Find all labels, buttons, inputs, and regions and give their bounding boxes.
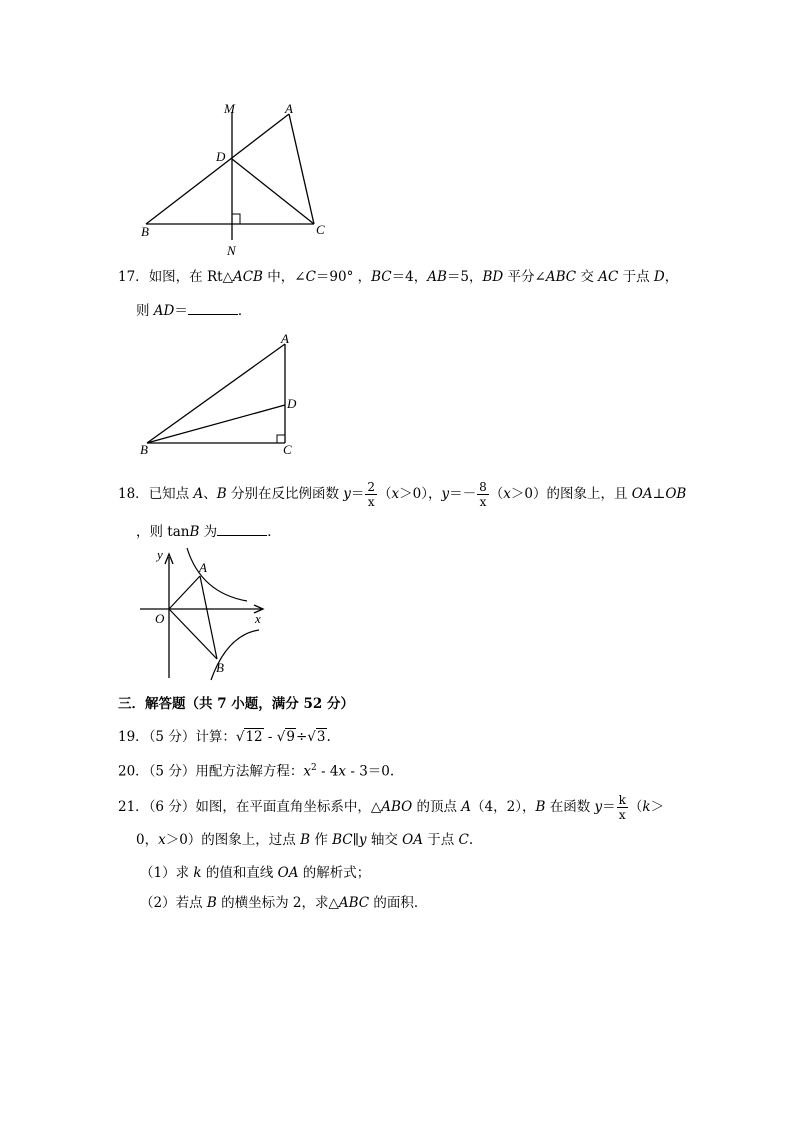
radicand: 3 bbox=[316, 729, 326, 745]
label-b: B bbox=[216, 660, 224, 675]
fraction-8-over-x: $\frac{8}{x}$ bbox=[479, 480, 487, 509]
label-c: C bbox=[316, 222, 325, 237]
label-y: y bbox=[157, 547, 163, 562]
question-18-line-1: 18．已知点 A、B 分别在反比例函数 y＝ $\frac{2}{x}$ （x＞0），y＝－ $\frac{8}{x}$ （x＞0）的图象上，且 OA⊥OB bbox=[118, 480, 687, 509]
question-21-subquestion-2: （2）若点 B 的横坐标为 2，求△ABC 的面积． bbox=[140, 895, 428, 911]
segment-ab bbox=[146, 114, 289, 224]
question-number: 20． bbox=[118, 763, 149, 780]
question-17-line-2: 则 AD＝ ． bbox=[136, 300, 251, 321]
figure-perpendicular-bisector bbox=[130, 100, 335, 260]
radicand: 12 bbox=[245, 729, 263, 745]
label-x: x bbox=[255, 611, 261, 626]
fraction-k-over-x: $\frac{k}{x}$ bbox=[618, 793, 626, 822]
question-21-line-1: 21．（6 分）如图，在平面直角坐标系中，△ABO 的顶点 A（4，2），B 在函数 y＝ $\frac{k}{x}$ （k＞ bbox=[118, 793, 665, 822]
section-heading: 三．解答题（共 7 小题，满分 52 分） bbox=[118, 696, 354, 712]
question-17-line-1: 17．如图，在 Rt△ACB 中，∠C＝90° ，BC＝4，AB＝5，BD 平分∠ABC 交 AC 于点 D， bbox=[118, 269, 679, 285]
label-n: N bbox=[227, 243, 236, 258]
label-a: A bbox=[285, 101, 293, 116]
curve-y-2-over-x bbox=[187, 548, 247, 601]
label-c: C bbox=[283, 442, 292, 457]
label-b: B bbox=[140, 442, 148, 457]
question-20: 20．（5 分）用配方法解方程：$x^2 - 4x - 3=0$. bbox=[118, 763, 395, 780]
label-d: D bbox=[216, 149, 226, 164]
question-21-subquestion-1: （1）求 k 的值和直线 OA 的解析式； bbox=[140, 865, 371, 881]
question-18-line-2: ，则 tanB 为 ． bbox=[136, 521, 281, 542]
segment-oa bbox=[169, 576, 200, 609]
question-21-line-2: 0，x＞0）的图象上，过点 B 作 BC∥y 轴交 OA 于点 C. bbox=[136, 832, 474, 848]
question-number: 18． bbox=[118, 486, 149, 502]
question-number: 21． bbox=[118, 799, 149, 815]
question-number: 17． bbox=[118, 269, 149, 285]
label-a: A bbox=[199, 560, 207, 575]
segment-bd bbox=[147, 405, 285, 443]
segment-ob bbox=[169, 609, 217, 659]
question-number: 19． bbox=[118, 729, 149, 745]
segment-ba bbox=[147, 344, 285, 443]
figure-right-triangle bbox=[135, 330, 305, 460]
label-b: B bbox=[141, 224, 149, 239]
label-o: O bbox=[155, 611, 165, 626]
label-d: D bbox=[287, 396, 297, 411]
radicand: 9 bbox=[286, 729, 295, 745]
figure-inverse-functions bbox=[135, 545, 275, 685]
right-angle-mark bbox=[232, 214, 240, 224]
question-19: 19．（5 分）计算：√12 - √9÷√3. bbox=[118, 729, 331, 745]
label-m: M bbox=[224, 101, 235, 116]
answer-blank[interactable] bbox=[217, 521, 267, 536]
answer-blank[interactable] bbox=[188, 300, 238, 315]
fraction-2-over-x: $\frac{2}{x}$ bbox=[367, 480, 376, 509]
label-a: A bbox=[281, 331, 289, 346]
